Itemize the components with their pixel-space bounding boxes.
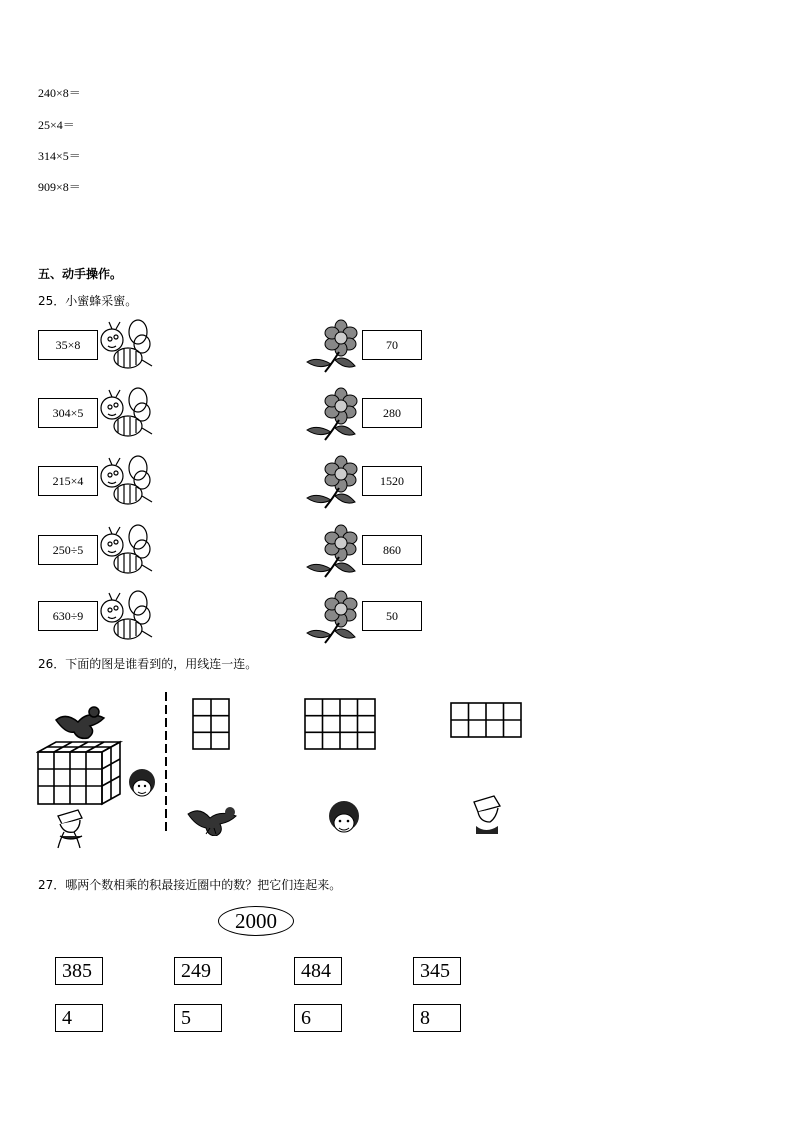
- question-25-title: 25．小蜜蜂采蜜。: [38, 294, 138, 308]
- calc-item: 240×8＝: [38, 86, 81, 100]
- question-27-title: 27．哪两个数相乘的积最接近圈中的数？把它们连起来。: [38, 878, 342, 892]
- section-title: 五、动手操作。: [38, 267, 123, 281]
- result-box: 70: [362, 330, 422, 360]
- question-26-title: 26．下面的图是谁看到的，用线连一连。: [38, 657, 258, 671]
- flower-icon: [305, 589, 359, 645]
- calc-item: 314×5＝: [38, 149, 81, 163]
- number-box: 4: [55, 1004, 103, 1032]
- result-box: 280: [362, 398, 422, 428]
- child-icon: [324, 798, 364, 838]
- flower-icon: [305, 523, 359, 579]
- calc-item: 909×8＝: [38, 180, 81, 194]
- observation-scene: [36, 706, 166, 852]
- flower-icon: [305, 386, 359, 442]
- bee-icon: [98, 318, 156, 376]
- result-box: 50: [362, 601, 422, 631]
- number-box: 484: [294, 957, 342, 985]
- result-box: 1520: [362, 466, 422, 496]
- number-box: 345: [413, 957, 461, 985]
- result-box: 860: [362, 535, 422, 565]
- flower-icon: [305, 454, 359, 510]
- hat-person-icon: [470, 794, 506, 838]
- expression-box: 250÷5: [38, 535, 98, 565]
- bee-icon: [98, 589, 156, 647]
- expression-box: 630÷9: [38, 601, 98, 631]
- cube-stack: [38, 742, 120, 804]
- bird-icon: [56, 707, 104, 738]
- calc-item: 25×4＝: [38, 118, 75, 132]
- number-box: 5: [174, 1004, 222, 1032]
- expression-box: 35×8: [38, 330, 98, 360]
- view-top: [450, 702, 522, 738]
- bird-icon: [186, 800, 240, 836]
- bee-icon: [98, 454, 156, 512]
- expression-box: 304×5: [38, 398, 98, 428]
- view-side: [304, 698, 376, 750]
- target-number-circle: 2000: [218, 906, 294, 936]
- view-front: [192, 698, 230, 750]
- flower-icon: [305, 318, 359, 374]
- number-box: 8: [413, 1004, 461, 1032]
- number-box: 385: [55, 957, 103, 985]
- hat-person-icon: [58, 810, 82, 848]
- dashed-divider: [163, 692, 169, 832]
- child-icon: [129, 769, 155, 796]
- bee-icon: [98, 523, 156, 581]
- expression-box: 215×4: [38, 466, 98, 496]
- bee-icon: [98, 386, 156, 444]
- number-box: 249: [174, 957, 222, 985]
- number-box: 6: [294, 1004, 342, 1032]
